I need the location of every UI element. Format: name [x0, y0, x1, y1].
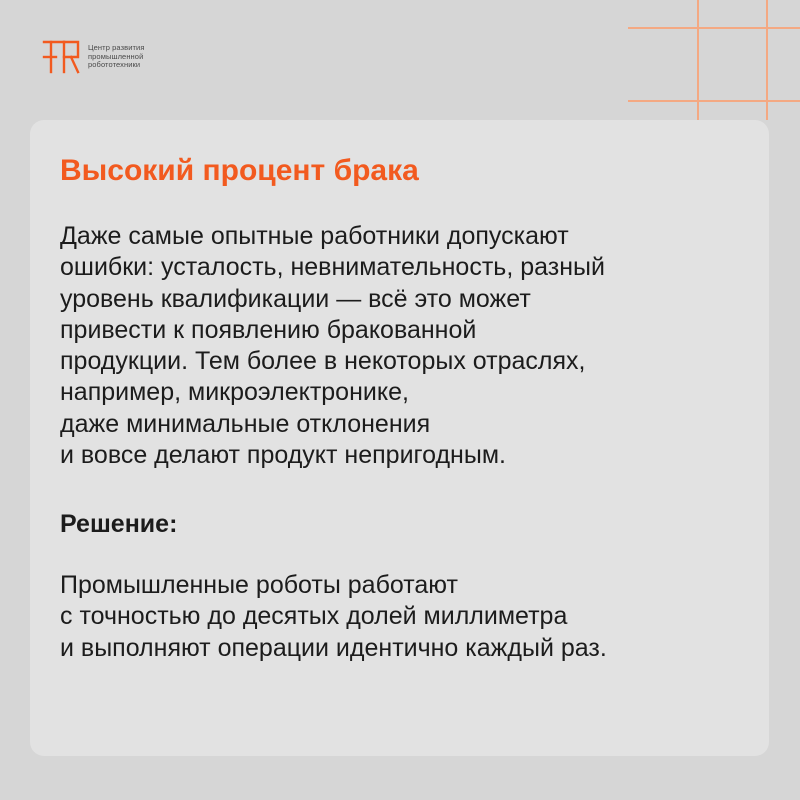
brand-name-line: промышленной	[88, 51, 144, 61]
brand-name-line: Центр развития	[88, 43, 145, 53]
card-title: Высокий процент брака	[60, 154, 419, 187]
problem-paragraph	[60, 221, 605, 471]
problem-line: например, микроэлектронике,	[60, 378, 409, 407]
decor-line-horizontal-top	[628, 27, 800, 29]
decor-line-vertical-right	[766, 0, 768, 120]
solution-line: Промышленные роботы работают	[60, 571, 458, 599]
problem-line: Даже самые опытные работники допускают	[60, 222, 569, 250]
problem-line: ошибки: усталость, невнимательность, разный	[60, 253, 605, 282]
solution-line: с точностью до десятых долей миллиметра	[60, 602, 568, 631]
solution-paragraph	[60, 570, 607, 664]
problem-line: уровень квалификации — всё это может	[60, 284, 531, 313]
brand-name	[88, 44, 145, 70]
problem-line: и вовсе делают продукт непригодным.	[60, 441, 506, 470]
brand-logo	[42, 40, 145, 74]
solution-heading: Решение:	[60, 510, 178, 538]
content-card	[30, 120, 769, 756]
decor-line-horizontal-bottom	[628, 100, 800, 102]
problem-line: продукции. Тем более в некоторых отраслях,	[60, 347, 586, 376]
brand-name-line: робототехники	[88, 60, 141, 70]
decor-line-vertical-left	[697, 0, 699, 120]
robotics-center-logo-icon	[42, 40, 82, 74]
solution-line: и выполняют операции идентично каждый раз.	[60, 633, 607, 662]
problem-line: привести к появлению бракованной	[60, 315, 477, 344]
problem-line: даже минимальные отклонения	[60, 409, 431, 438]
